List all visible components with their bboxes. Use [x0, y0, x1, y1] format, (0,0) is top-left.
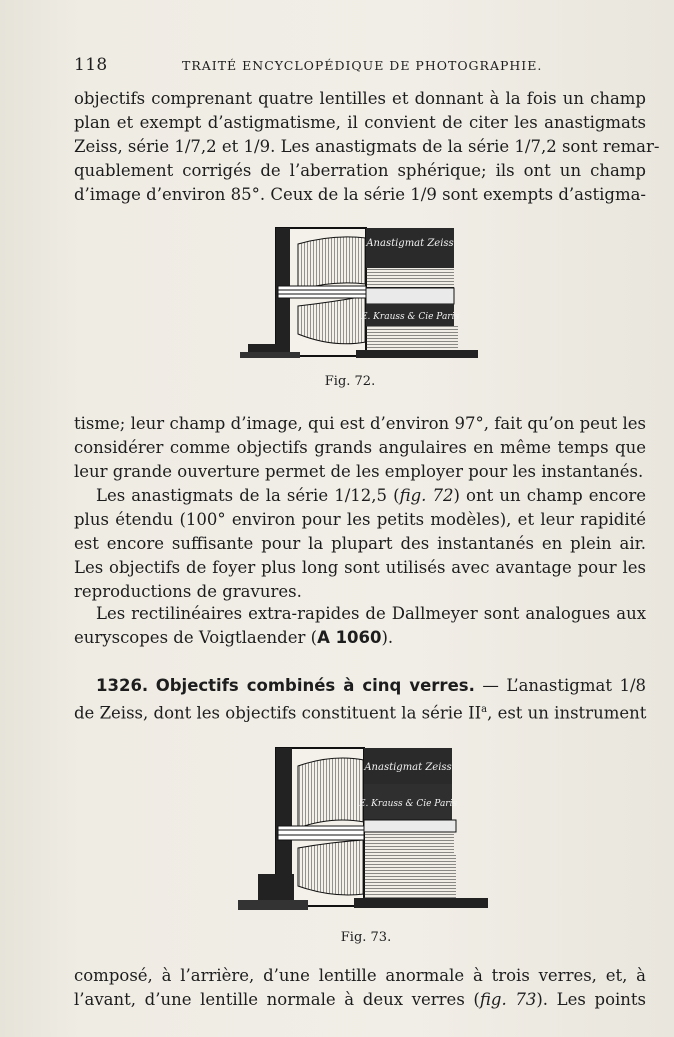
- figure-73-lens-illustration: [236, 744, 488, 922]
- text-line: quablement corrigés de l’aberration sphérique; ils ont un champ: [74, 161, 646, 180]
- figure-72-lens-illustration: [238, 224, 478, 369]
- text-line: plan et exempt d’astigmatisme, il convient de citer les anastigmats: [74, 113, 646, 132]
- engraving-bottom-text: E. Krauss & Cie Paris: [360, 312, 460, 322]
- figure-73-caption: Fig. 73.: [340, 930, 392, 945]
- text-line: est encore suffisante pour la plupart des instantanés en plein air.: [74, 534, 646, 553]
- paragraph-4: [74, 602, 646, 650]
- text-line: [74, 988, 646, 1012]
- section-heading-line: [74, 674, 646, 698]
- page-header: [74, 55, 644, 79]
- engraving-top-text: Anastigmat Zeiss: [364, 762, 452, 773]
- paragraph-1: [74, 87, 660, 207]
- text-line: considérer comme objectifs grands angulaires en même temps que: [74, 438, 646, 457]
- article-reference: A 1060: [317, 628, 382, 647]
- superscript: a: [481, 704, 488, 715]
- running-title: TRAITÉ ENCYCLOPÉDIQUE DE PHOTOGRAPHIE.: [182, 58, 543, 73]
- text-line: objectifs comprenant quatre lentilles et donnant à la fois un champ: [74, 89, 646, 108]
- text-segment: l’avant, d’une lentille normale à deux verres (: [74, 990, 480, 1009]
- text-line: d’image d’environ 85°. Ceux de la série 1/9 sont exempts d’astigma-: [74, 185, 646, 204]
- lens-engraving-icon: [236, 744, 488, 922]
- text-line: tisme; leur champ d’image, qui est d’environ 97°, fait qu’on peut les: [74, 414, 646, 433]
- text-line: [74, 698, 646, 722]
- text-line: Les objectifs de foyer plus long sont utilisés avec avantage pour les: [74, 558, 646, 577]
- paragraph-3: [74, 484, 646, 604]
- text-segment: ).: [381, 628, 394, 647]
- text-segment: , est un instrument: [487, 703, 647, 723]
- text-segment: ). Les points: [536, 990, 647, 1009]
- section-number: 1326.: [96, 676, 149, 695]
- paragraph-5: [74, 964, 646, 1012]
- lens-engraving-icon: [238, 224, 478, 369]
- engraving-bottom-text: E. Krauss & Cie Paris: [358, 799, 458, 809]
- engraving-top-text: Anastigmat Zeiss: [366, 238, 454, 249]
- text-segment: ) ont un champ encore: [453, 486, 646, 505]
- text-line: [74, 484, 646, 508]
- text-segment: Les anastigmats de la série 1/12,5 (: [96, 486, 400, 505]
- text-line: [74, 626, 646, 650]
- figure-72-caption: Fig. 72.: [324, 374, 376, 389]
- figure-reference: fig. 73: [479, 990, 537, 1009]
- text-line: leur grande ouverture permet de les employer pour les instantanés.: [74, 462, 644, 481]
- section-1326: [74, 674, 646, 722]
- text-line: plus étendu (100° environ pour les petits modèles), et leur rapidité: [74, 510, 646, 529]
- section-heading: Objectifs combinés à cinq verres.: [155, 676, 475, 695]
- text-line: Zeiss, série 1/7,2 et 1/9. Les anastigmats de la série 1/7,2 sont remar-: [74, 137, 660, 156]
- paragraph-2: [74, 412, 646, 484]
- text-line: reproductions de gravures.: [74, 582, 302, 601]
- text-line: composé, à l’arrière, d’une lentille anormale à trois verres, et, à: [74, 966, 646, 985]
- figure-reference: fig. 72: [399, 486, 454, 505]
- text-line: Les rectilinéaires extra-rapides de Dallmeyer sont analogues aux: [96, 604, 646, 623]
- text-segment: de Zeiss, dont les objectifs constituent la série II: [74, 703, 482, 723]
- page-number: 118: [74, 55, 108, 75]
- text-segment: — L’anastigmat 1/8: [474, 676, 646, 695]
- text-segment: euryscopes de Voigtlaender (: [74, 628, 318, 647]
